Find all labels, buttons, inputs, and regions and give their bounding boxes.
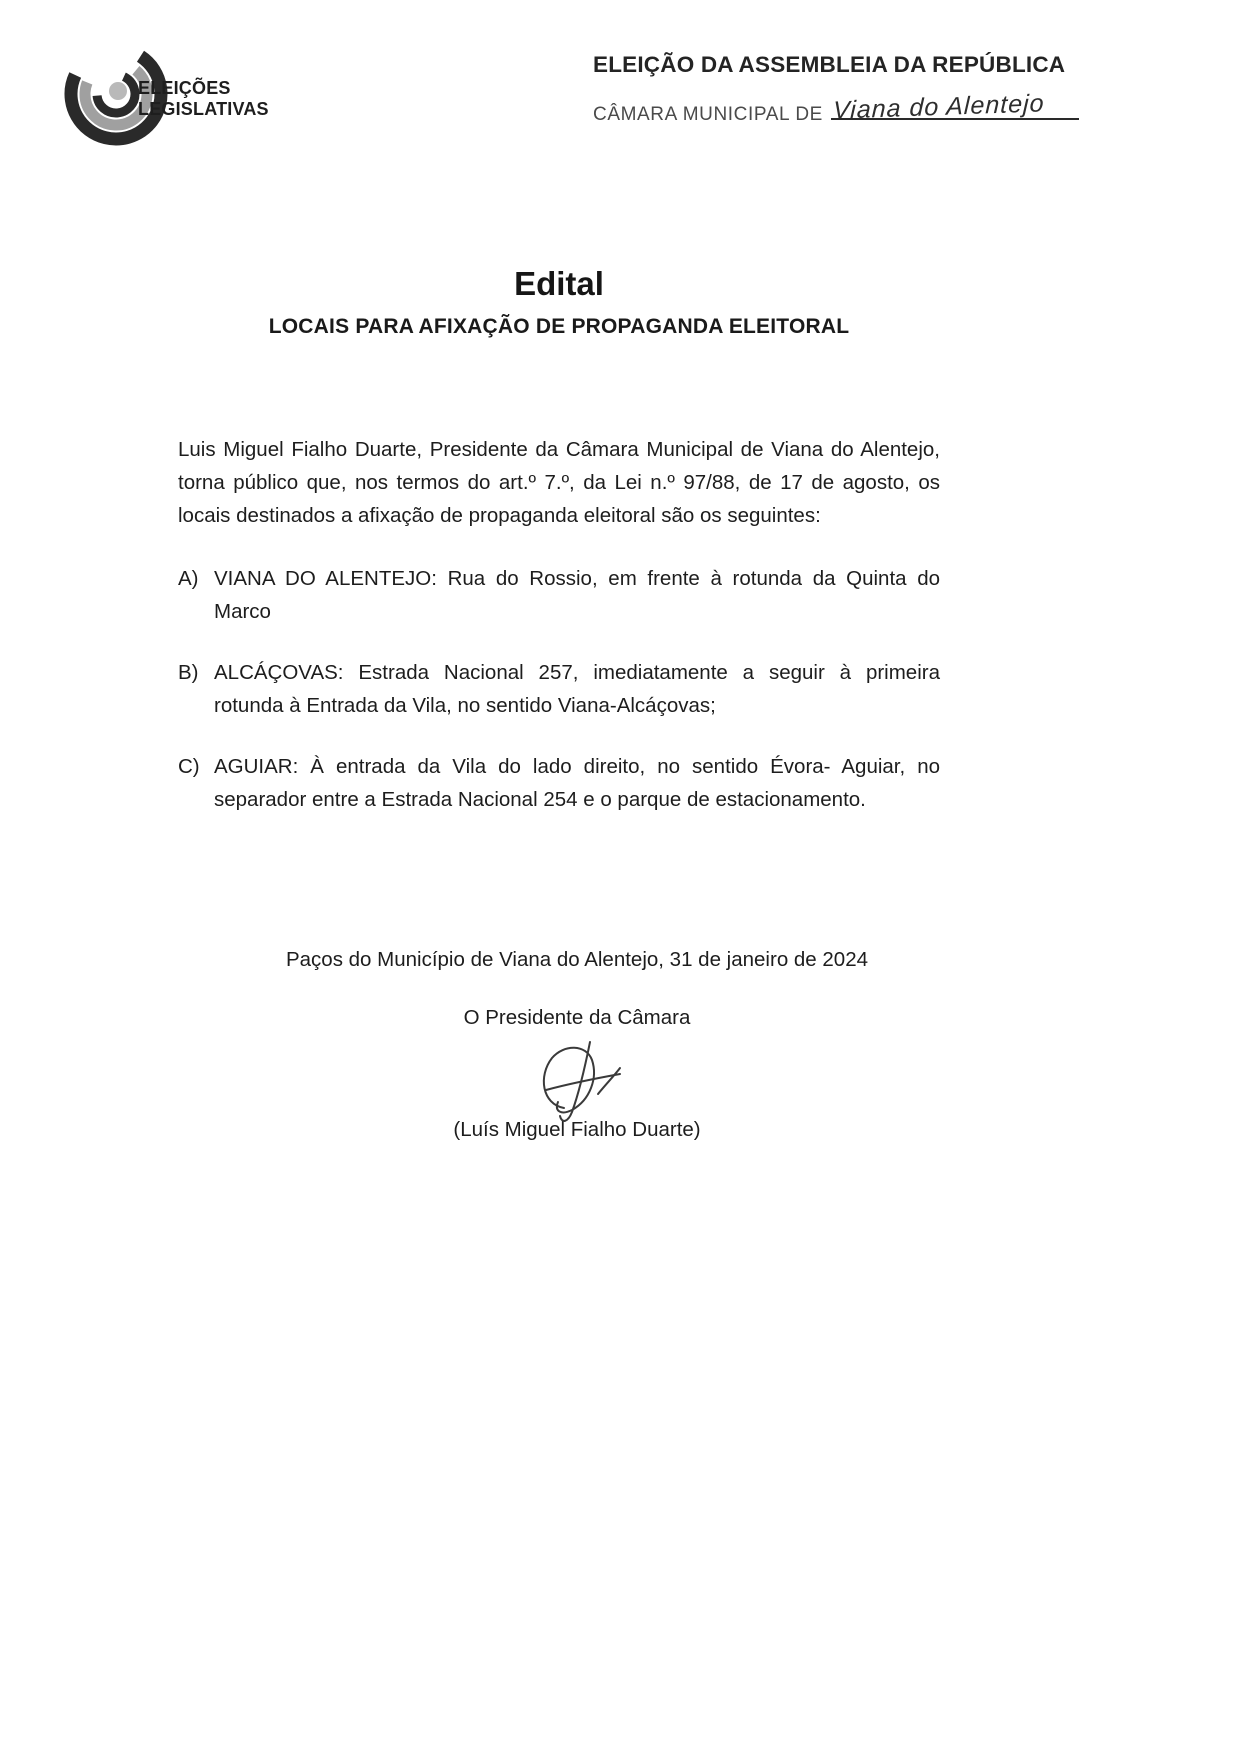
list-item-text: AGUIAR: À entrada da Vila do lado direito, no sentido Évora- Aguiar, no separador entre a Estrada Nacional 254 e o parque de estacionamento. [214, 755, 940, 811]
intro-paragraph: Luis Miguel Fialho Duarte, Presidente da Câmara Municipal de Viana do Alentejo, torna público que, nos termos do art.º 7.º, da Lei n.º 97/88, de 17 de agosto, os locais destinados a afixação de propaganda eleitoral são os seguintes: [178, 438, 940, 527]
document-title: Edital [514, 265, 604, 302]
election-title: ELEIÇÃO DA ASSEMBLEIA DA REPÚBLICA [593, 52, 1066, 77]
municipality-blank-line [831, 89, 1079, 125]
document-subtitle: LOCAIS PARA AFIXAÇÃO DE PROPAGANDA ELEITORAL [268, 315, 850, 338]
document-body [178, 265, 940, 844]
elections-logo [62, 34, 362, 154]
signature [196, 1038, 958, 1124]
list-item-text: VIANA DO ALENTEJO: Rua do Rossio, em frente à rotunda da Quinta do Marco [214, 567, 940, 623]
place-date-line: Paços do Município de Viana do Alentejo, 31 de janeiro de 2024 [285, 948, 869, 971]
list-item-label: A) [178, 567, 199, 590]
list-item [178, 656, 940, 722]
logo-line-1: ELEIÇÕES [138, 78, 231, 98]
signer-title: O Presidente da Câmara [463, 1006, 691, 1029]
list-item [178, 562, 940, 628]
municipality-handwritten-text: Viana do Alentejo [832, 89, 1045, 125]
document-footer [196, 948, 958, 1142]
municipality-label: CÂMARA MUNICIPAL DE [593, 104, 823, 125]
list-item-label: C) [178, 755, 200, 778]
list-item-label: B) [178, 661, 199, 684]
header [593, 52, 1079, 126]
signer-name: (Luís Miguel Fialho Duarte) [453, 1118, 701, 1141]
logo-line-2: LEGISLATIVAS [138, 99, 269, 119]
list-item [178, 750, 940, 816]
location-list [178, 562, 940, 816]
list-item-text: ALCÁÇOVAS: Estrada Nacional 257, imediatamente a seguir à primeira rotunda à Entrada da Vila, no sentido Viana-Alcáçovas; [214, 661, 940, 717]
logo-text [138, 78, 269, 120]
municipality-line [593, 90, 1079, 126]
signature-icon [502, 1038, 652, 1130]
